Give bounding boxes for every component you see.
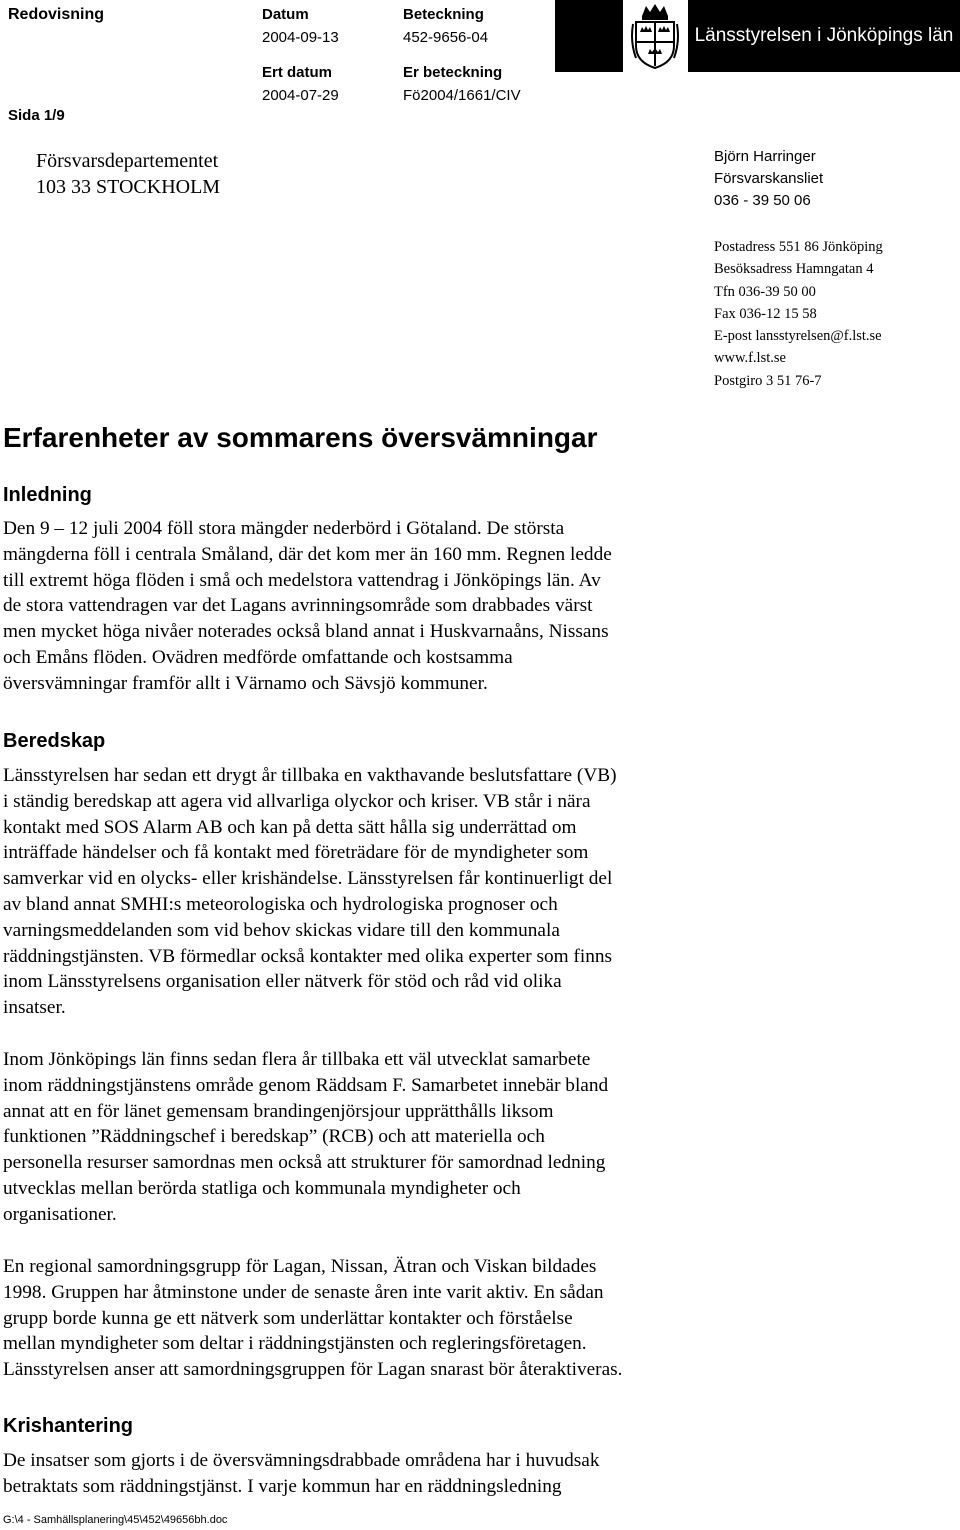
paragraph-line: 1998. Gruppen har åtminstone under de senaste åren inte varit aktiv. En sådan (3, 1281, 604, 1303)
recipient-line-1: Försvarsdepartementet (36, 150, 219, 172)
paragraph-line: inträffade händelser och få kontakt med företrädare för de myndigheter som (3, 842, 589, 864)
paragraph-line: räddningstjänsten. VB förmedlar också kontakter med olika experter som finns (3, 945, 612, 967)
sender-phone: 036 - 39 50 06 (714, 192, 811, 209)
paragraph-line: annat att en för länet gemensam brandingenjörsjour upprätthålls liksom (3, 1100, 554, 1122)
coat-of-arms-icon (630, 2, 680, 70)
website: www.f.lst.se (714, 350, 786, 367)
their-date-label: Ert datum (262, 64, 333, 81)
paragraph-line: utvecklas mellan berörda statliga och kommunala myndigheter och (3, 1177, 521, 1199)
file-path-footer: G:\4 - Samhällsplanering\45\452\49656bh.doc (3, 1514, 228, 1526)
paragraph-line: de stora vattendragen var det Lagans avrinningsområde som drabbades värst (3, 595, 593, 617)
paragraph-line: mellan myndigheter som deltar i räddningstjänsten och regleringsföretagen. (3, 1333, 587, 1355)
date-value: 2004-09-13 (262, 29, 339, 46)
section-heading-crisis: Krishantering (3, 1415, 134, 1437)
paragraph-line: personella resurser samordnas men också att strukturer för samordnad ledning (3, 1152, 606, 1174)
contact-block (714, 236, 883, 392)
paragraph-line: inom räddningstjänstens område genom Räddsam F. Samarbetet innebär bland (3, 1074, 609, 1096)
paragraph-line: Länsstyrelsen har sedan ett drygt år tillbaka en vakthavande beslutsfattare (VB) (3, 765, 617, 786)
paragraph-line: mängderna föll i centrala Småland, där det kom mer än 160 mm. Regnen ledde (3, 543, 612, 565)
paragraph-line: En regional samordningsgrupp för Lagan, Nissan, Ätran och Viskan bildades (3, 1256, 597, 1277)
paragraph-line: kontakt med SOS Alarm AB och kan på detta sätt hålla sig underrättad om (3, 816, 577, 838)
paragraph-line: Inom Jönköpings län finns sedan flera år tillbaka ett väl utvecklat samarbete (3, 1049, 591, 1070)
paragraph-line: insatser. (3, 997, 66, 1019)
paragraph-line: Länsstyrelsen anser att samordningsgruppen för Lagan snarast bör återaktiveras. (3, 1359, 623, 1381)
sender-name: Björn Harringer (714, 148, 816, 165)
section-heading-readiness: Beredskap (3, 730, 106, 752)
postgiro: Postgiro 3 51 76-7 (714, 372, 822, 389)
paragraph-line: av bland annat SMHI:s meteorologiska och hydrologiska prognoser och (3, 893, 558, 915)
date-label: Datum (262, 6, 309, 23)
logo-black-block (555, 0, 623, 72)
paragraph-line: i ständig beredskap att agera vid allvarliga olyckor och kriser. VB står i nära (3, 790, 591, 812)
postal-address: Postadress 551 86 Jönköping (714, 239, 883, 255)
section-heading-intro: Inledning (3, 484, 92, 506)
sender-block (714, 146, 823, 212)
readiness-paragraph-3 (3, 1254, 743, 1383)
readiness-paragraph-2 (3, 1047, 743, 1228)
paragraph-line: men mycket höga nivåer noterades också bland annat i Huskvarnaåns, Nissans (3, 621, 609, 643)
paragraph-line: varningsmeddelanden som vid behov skickas vidare till den kommunala (3, 919, 560, 941)
brand-bar (688, 0, 960, 72)
recipient-address (36, 148, 220, 200)
document-title: Erfarenheter av sommarens översvämningar (3, 422, 598, 453)
reference-label: Beteckning (403, 6, 484, 23)
telephone: Tfn 036-39 50 00 (714, 283, 816, 300)
reference-value: 452-9656-04 (403, 29, 489, 46)
paragraph-line: översvämningar framför allt i Värnamo och Sävsjö kommuner. (3, 672, 488, 694)
their-date-value: 2004-07-29 (262, 87, 339, 104)
paragraph-line: grupp borde kunna ge ett nätverk som underlättar kontakter och förståelse (3, 1307, 573, 1329)
paragraph-line: samverkar vid en olycks- eller krishändelse. Länsstyrelsen får kontinuerligt del (3, 868, 613, 890)
their-reference-label: Er beteckning (403, 64, 503, 81)
paragraph-line: inom Länsstyrelsens organisation eller nätverk för stöd och råd vid olika (3, 971, 562, 993)
readiness-paragraph-1 (3, 763, 743, 1021)
page-number: Sida 1/9 (8, 107, 65, 124)
recipient-line-2: 103 33 STOCKHOLM (36, 176, 221, 198)
fax: Fax 036-12 15 58 (714, 305, 817, 322)
document-type: Redovisning (8, 6, 105, 23)
paragraph-line: funktionen ”Räddningschef i beredskap” (RCB) och att materiella och (3, 1126, 545, 1148)
paragraph-line: Den 9 – 12 juli 2004 föll stora mängder nederbörd i Götaland. De största (3, 518, 565, 539)
paragraph-line: betraktats som räddningstjänst. I varje kommun har en räddningsledning (3, 1475, 562, 1497)
paragraph-line: organisationer. (3, 1203, 117, 1225)
paragraph-line: De insatser som gjorts i de översvämningsdrabbade områdena har i huvudsak (3, 1450, 600, 1471)
their-reference-value: Fö2004/1661/CIV (403, 87, 521, 104)
brand-name: Länsstyrelsen i Jönköpings län (694, 25, 954, 46)
paragraph-line: och Emåns flöden. Ovädren medförde omfattande och kostsamma (3, 646, 513, 668)
paragraph-line: till extremt höga flöden i små och medelstora vattendrag i Jönköpings län. Av (3, 569, 601, 591)
email: E-post lansstyrelsen@f.lst.se (714, 328, 882, 345)
intro-paragraph (3, 516, 743, 697)
sender-unit: Försvarskansliet (714, 170, 824, 187)
crisis-paragraph (3, 1448, 743, 1500)
visiting-address: Besöksadress Hamngatan 4 (714, 261, 874, 278)
